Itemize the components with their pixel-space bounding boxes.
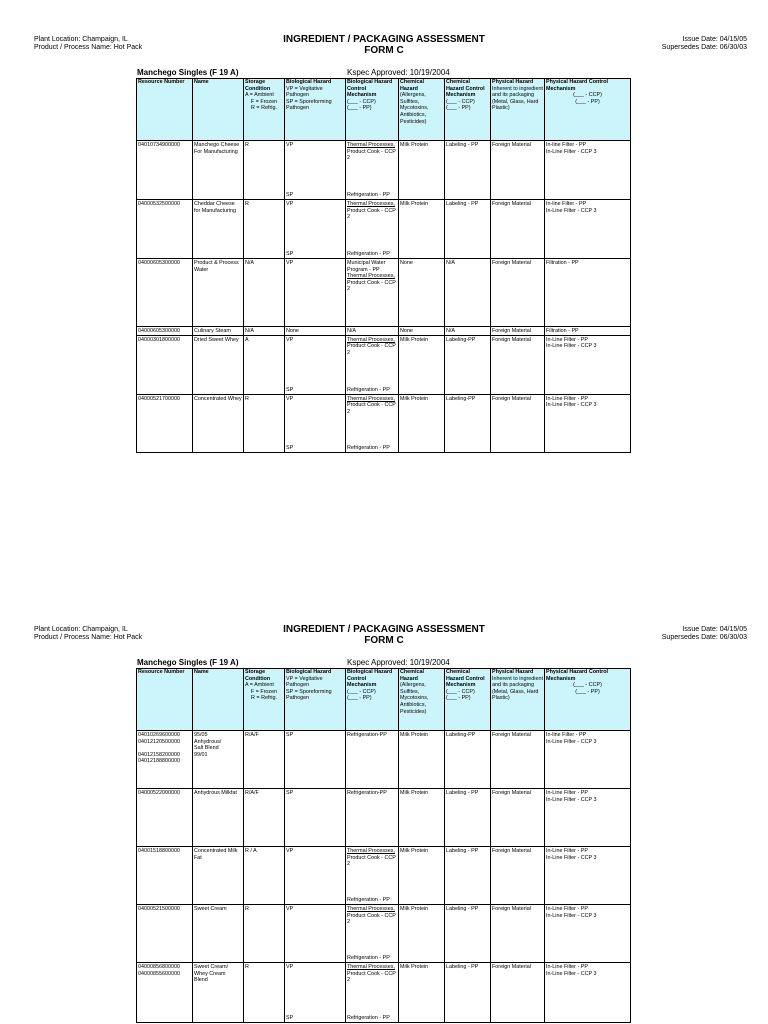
cell-chem-control: Labeling-PP xyxy=(445,335,491,394)
cell-resource: 04000301800000 xyxy=(137,335,193,394)
col-storage: Storage Condition A = Ambient F = Frozen R = Refrig. xyxy=(244,79,285,141)
cell-storage: N/A xyxy=(244,259,285,327)
table-row xyxy=(137,731,631,789)
cell-resource: 04001518800000 xyxy=(137,847,193,905)
cell-phys-control: In-Line Filter - PP In-Line Filter - CCP 3 xyxy=(545,394,631,452)
col-name: Name xyxy=(193,669,244,731)
cell-name: Sweet Cream xyxy=(193,905,244,963)
plant-location: Plant Location: Champaign, IL xyxy=(34,36,128,43)
col-phys-control: Physical Hazard Control Mechanism (___ - CCP) (___ - PP) xyxy=(545,79,631,141)
table-row xyxy=(137,905,631,963)
cell-chem-control: N/A xyxy=(445,327,491,336)
form-label: FORM C xyxy=(364,635,404,646)
cell-storage: R xyxy=(244,963,285,1023)
table-row xyxy=(137,327,631,336)
cell-chem-control: Labeling-PP xyxy=(445,394,491,452)
cell-phys-control: In-line Filter - PP In-Line Filter - CCP 3 xyxy=(545,731,631,789)
cell-phys-control: In-line Filter - PP In-Line Filter - CCP 3 xyxy=(545,141,631,200)
cell-name: Manchego Cheese For Manufacturing xyxy=(193,141,244,200)
supersedes-date: Supersedes Date: 06/30/03 xyxy=(661,44,747,51)
cell-bio-control: Thermal Processes, Product Cook - CCP 2 Refrigeration - PP xyxy=(346,905,399,963)
cell-chem-control: Labeling - PP xyxy=(445,905,491,963)
cell-resource: 04000856800000 04000855600000 xyxy=(137,963,193,1023)
col-storage: Storage Condition A = Ambient F = Frozen R = Refrig. xyxy=(244,669,285,731)
process-name: Product / Process Name: Hot Pack xyxy=(34,44,143,51)
cell-bio-hazard: VP SP xyxy=(285,963,346,1023)
cell-phys-control: In-Line Filter - PP In-Line Filter - CCP 3 xyxy=(545,905,631,963)
col-chem-hazard: Chemical Hazard (Allergens, Sulfites, Mycotoxins, Antibiotics, Pesticides) xyxy=(399,669,445,731)
cell-phys-hazard: Foreign Material xyxy=(491,789,545,847)
kspec-approved: Kspec Approved: 10/19/2004 xyxy=(347,68,450,77)
subheader xyxy=(137,658,627,668)
cell-phys-hazard: Foreign Material xyxy=(491,731,545,789)
cell-phys-hazard: Foreign Material xyxy=(491,394,545,452)
cell-phys-control: In-line Filter - PP In-Line Filter - CCP 3 xyxy=(545,200,631,259)
table-row xyxy=(137,847,631,905)
cell-phys-hazard: Foreign Material xyxy=(491,141,545,200)
cell-name: Sweet Cream/ Whey Cream Blend xyxy=(193,963,244,1023)
cell-phys-hazard: Foreign Material xyxy=(491,335,545,394)
cell-bio-hazard: VP SP xyxy=(285,141,346,200)
cell-bio-control: Thermal Processes, Product Cook - CCP 2 Refrigeration - PP xyxy=(346,847,399,905)
cell-chem-hazard: Milk Protein xyxy=(399,335,445,394)
supersedes-date: Supersedes Date: 06/30/03 xyxy=(661,634,747,641)
cell-storage: R xyxy=(244,141,285,200)
cell-storage: R xyxy=(244,200,285,259)
cell-bio-control: Refrigeration-PP xyxy=(346,789,399,847)
col-phys-hazard: Physical Hazard Inherent to ingredient and its packaging (Metal, Glass, Hard Plastic) xyxy=(491,79,545,141)
table-row xyxy=(137,141,631,200)
cell-phys-hazard: Foreign Material xyxy=(491,327,545,336)
cell-phys-hazard: Foreign Material xyxy=(491,200,545,259)
cell-storage: R xyxy=(244,905,285,963)
cell-name: 95/05 Anhydrous/ Salt Blend 99/01 xyxy=(193,731,244,789)
cell-name: Product & Process Water xyxy=(193,259,244,327)
col-chem-control: Chemical Hazard Control Mechanism (___ - CCP) (___ - PP) xyxy=(445,79,491,141)
product-name: Manchego Singles (F 19 A) xyxy=(137,658,239,667)
col-chem-hazard: Chemical Hazard (Allergens, Sulfites, Mycotoxins, Antibiotics, Pesticides) xyxy=(399,79,445,141)
cell-bio-control: Thermal Processes, Product Cook - CCP 2 Refrigeration - PP xyxy=(346,200,399,259)
cell-phys-control: Filtration - PP xyxy=(545,259,631,327)
cell-bio-hazard: VP SP xyxy=(285,200,346,259)
product-name: Manchego Singles (F 19 A) xyxy=(137,68,239,77)
cell-bio-hazard: VP SP xyxy=(285,335,346,394)
date-info xyxy=(662,626,747,642)
cell-bio-hazard: None xyxy=(285,327,346,336)
cell-phys-hazard: Foreign Material xyxy=(491,905,545,963)
cell-name: Dried Sweet Whey xyxy=(193,335,244,394)
cell-chem-hazard: Milk Protein xyxy=(399,789,445,847)
cell-storage: R/A/F xyxy=(244,789,285,847)
cell-phys-control: In-Line Filter - PP In-Line Filter - CCP 3 xyxy=(545,847,631,905)
col-resource-number: Resource Number xyxy=(137,79,193,141)
col-bio-hazard: Biological Hazard VP = Vegitative Pathogen SP = Sporeforming Pathogen xyxy=(285,669,346,731)
col-phys-control: Physical Hazard Control Mechanism (___ - CCP) (___ - PP) xyxy=(545,669,631,731)
cell-storage: N/A xyxy=(244,327,285,336)
cell-chem-control: Labeling - PP xyxy=(445,200,491,259)
cell-phys-control: In-Line Filter - PP In-Line Filter - CCP 3 xyxy=(545,963,631,1023)
assessment-table xyxy=(136,668,631,1023)
table-header-row xyxy=(137,79,631,141)
cell-bio-control: Thermal Processes, Product Cook - CCP 2 Refrigeration - PP xyxy=(346,394,399,452)
cell-chem-control: Labeling-PP xyxy=(445,731,491,789)
table-row xyxy=(137,200,631,259)
issue-date: Issue Date: 04/15/05 xyxy=(682,36,747,43)
table-row xyxy=(137,963,631,1023)
col-bio-control: Biological Hazard Control Mechanism (___ - CCP) (___ - PP) xyxy=(346,669,399,731)
cell-bio-hazard: SP xyxy=(285,789,346,847)
cell-storage: R / A xyxy=(244,847,285,905)
form-label: FORM C xyxy=(364,45,404,56)
table-header-row xyxy=(137,669,631,731)
cell-storage: R xyxy=(244,394,285,452)
cell-name: Anhydrous Milkfat xyxy=(193,789,244,847)
cell-phys-hazard: Foreign Material xyxy=(491,259,545,327)
cell-name: Concentrated Whey xyxy=(193,394,244,452)
cell-resource: 04000522000000 xyxy=(137,789,193,847)
cell-name: Culinary Steam xyxy=(193,327,244,336)
cell-bio-control: Municipal Water Program - PP Thermal Processes, Product Cook - CCP 2 xyxy=(346,259,399,327)
cell-bio-control: Thermal Processes, Product Cook - CCP 2 Refrigeration - PP xyxy=(346,141,399,200)
issue-date: Issue Date: 04/15/05 xyxy=(682,626,747,633)
table-row xyxy=(137,394,631,452)
kspec-approved: Kspec Approved: 10/19/2004 xyxy=(347,658,450,667)
page-title: INGREDIENT / PACKAGING ASSESSMENT xyxy=(283,34,485,45)
cell-name: Concentrated Milk Fat xyxy=(193,847,244,905)
cell-resource: 04010269600000 04012120500000 04012158200000 04012188800000 xyxy=(137,731,193,789)
cell-chem-hazard: Milk Protein xyxy=(399,200,445,259)
cell-bio-hazard: VP xyxy=(285,259,346,327)
cell-phys-control: In-Line Filter - PP In-Line Filter - CCP 3 xyxy=(545,335,631,394)
cell-chem-hazard: Milk Protein xyxy=(399,141,445,200)
col-bio-control: Biological Hazard Control Mechanism (___ - CCP) (___ - PP) xyxy=(346,79,399,141)
table-row xyxy=(137,335,631,394)
cell-phys-control: In-Line Filter - PP In-Line Filter - CCP 3 xyxy=(545,789,631,847)
cell-storage: R/A/F xyxy=(244,731,285,789)
cell-chem-hazard: Milk Protein xyxy=(399,394,445,452)
cell-chem-control: N/A xyxy=(445,259,491,327)
date-info xyxy=(662,36,747,52)
col-resource-number: Resource Number xyxy=(137,669,193,731)
col-bio-hazard: Biological Hazard VP = Vegitative Pathogen SP = Sporeforming Pathogen xyxy=(285,79,346,141)
cell-name: Cheddar Cheese for Manufacturing xyxy=(193,200,244,259)
cell-chem-hazard: Milk Protein xyxy=(399,731,445,789)
col-name: Name xyxy=(193,79,244,141)
cell-bio-control: Refrigeration-PP xyxy=(346,731,399,789)
cell-chem-control: Labeling - PP xyxy=(445,789,491,847)
cell-chem-hazard: None xyxy=(399,259,445,327)
cell-bio-control: Thermal Processes, Product Cook - CCP 2 Refrigeration - PP xyxy=(346,963,399,1023)
process-name: Product / Process Name: Hot Pack xyxy=(34,634,143,641)
col-chem-control: Chemical Hazard Control Mechanism (___ - CCP) (___ - PP) xyxy=(445,669,491,731)
cell-chem-hazard: Milk Protein xyxy=(399,905,445,963)
cell-resource: 04000605300000 xyxy=(137,259,193,327)
cell-resource: 04000605300000 xyxy=(137,327,193,336)
cell-resource: 04000521500000 xyxy=(137,905,193,963)
cell-chem-hazard: None xyxy=(399,327,445,336)
cell-bio-control: Thermal Processes, Product Cook - CCP 2 Refrigeration - PP xyxy=(346,335,399,394)
subheader xyxy=(137,68,627,78)
cell-phys-hazard: Foreign Material xyxy=(491,847,545,905)
cell-chem-hazard: Milk Protein xyxy=(399,847,445,905)
cell-resource: 04000532500000 xyxy=(137,200,193,259)
cell-chem-control: Labeling - PP xyxy=(445,847,491,905)
plant-location: Plant Location: Champaign, IL xyxy=(34,626,128,633)
cell-bio-control: N/A xyxy=(346,327,399,336)
cell-phys-hazard: Foreign Material xyxy=(491,963,545,1023)
table-row xyxy=(137,259,631,327)
cell-resource: 04010734900000 xyxy=(137,141,193,200)
cell-bio-hazard: SP xyxy=(285,731,346,789)
cell-bio-hazard: VP xyxy=(285,847,346,905)
cell-chem-control: Labeling - PP xyxy=(445,963,491,1023)
cell-bio-hazard: VP xyxy=(285,905,346,963)
assessment-table xyxy=(136,78,631,453)
cell-storage: A xyxy=(244,335,285,394)
cell-resource: 04000521700000 xyxy=(137,394,193,452)
cell-chem-control: Labeling - PP xyxy=(445,141,491,200)
table-row xyxy=(137,789,631,847)
cell-chem-hazard: Milk Protein xyxy=(399,963,445,1023)
page-title: INGREDIENT / PACKAGING ASSESSMENT xyxy=(283,624,485,635)
cell-phys-control: Filtration - PP xyxy=(545,327,631,336)
cell-bio-hazard: VP SP xyxy=(285,394,346,452)
col-phys-hazard: Physical Hazard Inherent to ingredient and its packaging (Metal, Glass, Hard Plastic) xyxy=(491,669,545,731)
